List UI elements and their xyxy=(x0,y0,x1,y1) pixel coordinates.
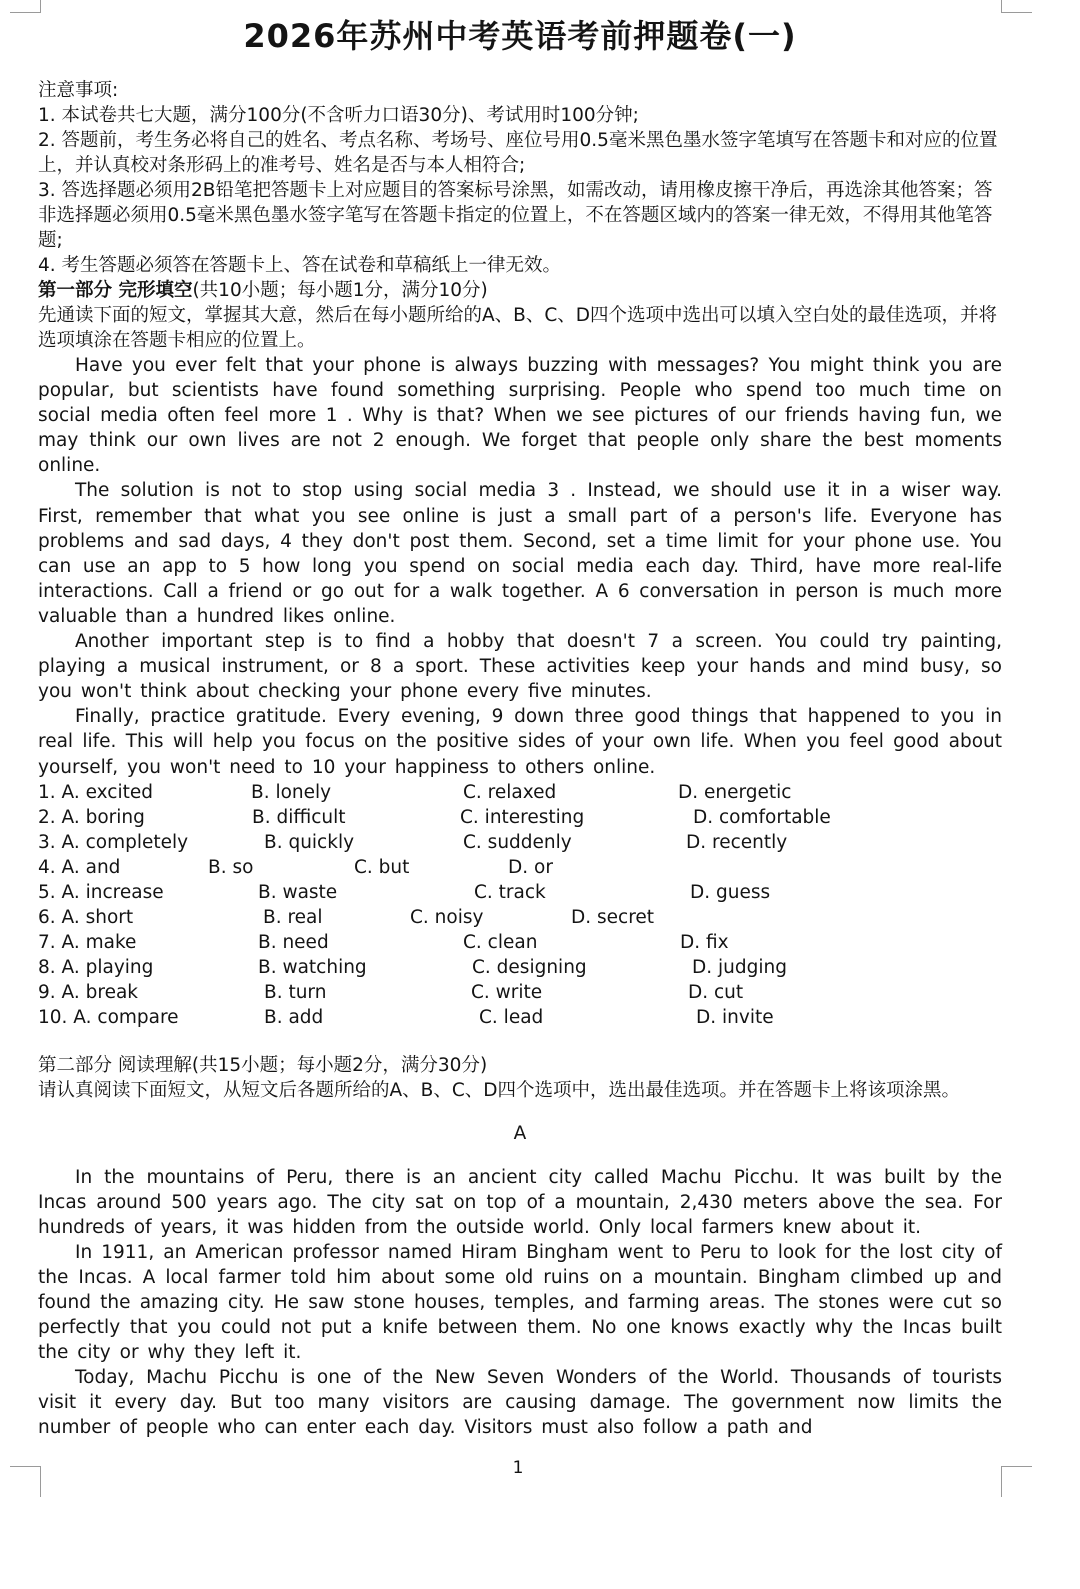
part1-instruction: 先通读下面的短文，掌握其大意，然后在每小题所给的A、B、C、D四个选项中选出可以填入空白处的最佳选项，并将选项填涂在答题卡相应的位置上。 xyxy=(38,305,998,351)
option-b: B. lonely xyxy=(251,781,332,803)
part1-heading-bold: 第一部分 完形填空 xyxy=(38,280,193,301)
option-b: B. difficult xyxy=(252,806,346,828)
option-b: B. turn xyxy=(264,982,327,1004)
option-d: D. recently xyxy=(686,831,788,853)
part2-heading: 第二部分 阅读理解(共15小题；每小题2分，满分30分) xyxy=(38,1054,488,1076)
option-d: D. fix xyxy=(680,932,729,954)
cloze-paragraph: Finally, practice gratitude. Every evening, 9 down three good things that happened to you in real life. This will help you focus on the positive sides of your own life. When you feel good about yourself, you won't need to 10 your happiness to others online. xyxy=(38,706,1002,778)
option-a: 6. A. short xyxy=(38,907,134,929)
option-b: B. real xyxy=(263,907,323,929)
option-row xyxy=(38,855,1002,880)
option-c: C. suddenly xyxy=(463,831,572,853)
option-d: D. comfortable xyxy=(693,806,831,828)
option-c: C. designing xyxy=(472,957,587,979)
option-a: 10. A. compare xyxy=(38,1007,179,1029)
option-row xyxy=(38,780,1002,805)
option-a: 3. A. completely xyxy=(38,831,189,853)
cloze-paragraph: Another important step is to find a hobby that doesn't 7 a screen. You could try painting, playing a musical instrument, or 8 a sport. These activities keep your hands and mind busy, so you won't think about checking your phone every five minutes. xyxy=(38,631,1002,703)
option-a: 4. A. and xyxy=(38,856,121,878)
option-d: D. energetic xyxy=(678,781,792,803)
page-number: 1 xyxy=(512,1458,524,1478)
option-d: D. cut xyxy=(688,982,744,1004)
option-a: 7. A. make xyxy=(38,932,137,954)
notice-heading: 注意事项: xyxy=(38,80,119,101)
option-row xyxy=(38,805,1002,830)
page-title: 2026年苏州中考英语考前押题卷(一) xyxy=(243,17,797,55)
option-a: 5. A. increase xyxy=(38,881,164,903)
option-d: D. judging xyxy=(692,957,787,979)
option-b: B. so xyxy=(208,856,254,878)
option-c: C. relaxed xyxy=(463,781,557,803)
part2-instruction: 请认真阅读下面短文，从短文后各题所给的A、B、C、D四个选项中，选出最佳选项。并在答题卡上将该项涂黑。 xyxy=(38,1079,961,1101)
crop-mark-top-right xyxy=(1001,0,1032,13)
option-c: C. interesting xyxy=(460,806,585,828)
option-row xyxy=(38,830,1002,855)
option-a: 9. A. break xyxy=(38,982,138,1004)
reading-paragraph: Today, Machu Picchu is one of the New Seven Wonders of the World. Thousands of tourists visit it every day. But too many visitors are causing damage. The government now limits the number of people who can enter each day. Visitors must also follow a path and xyxy=(38,1367,1002,1439)
option-c: C. noisy xyxy=(410,907,484,929)
option-row xyxy=(38,955,1002,980)
cloze-paragraph: The solution is not to stop using social media 3 . Instead, we should use it in a wiser way. First, remember that what you see online is just a small part of a person's life. Everyone has problems and sad days, 4 they don't post them. Second, set a time limit for your phone use. You can use an app to 5 how long you spend on social media each day. Third, have more real-life interactions. Call a friend or go out for a walk together. A 6 conversation in person is much more valuable than a hundred likes online. xyxy=(38,480,1002,627)
option-c: C. write xyxy=(471,982,543,1004)
option-row xyxy=(38,1005,1002,1030)
notice-item-1: 1. 本试卷共七大题，满分100分(不含听力口语30分)、考试用时100分钟; xyxy=(38,105,639,126)
notice-item-3: 3. 答选择题必须用2B铅笔把答题卡上对应题目的答案标号涂黑，如需改动，请用橡皮擦干净后，再选涂其他答案；答非选择题必须用0.5毫米黑色墨水签字笔写在答题卡指定的位置上，不在答题区域内的答案一律无效，不得用其他笔答题; xyxy=(38,180,993,251)
option-row xyxy=(38,980,1002,1005)
option-d: D. or xyxy=(508,856,553,878)
option-a: 8. A. playing xyxy=(38,957,154,979)
passage-label: A xyxy=(513,1123,527,1145)
option-c: C. but xyxy=(354,856,410,878)
part1-heading-rest: (共10小题；每小题1分，满分10分) xyxy=(192,280,488,301)
cloze-options xyxy=(38,780,1002,1031)
crop-mark-top-left xyxy=(10,0,41,13)
option-row xyxy=(38,880,1002,905)
option-d: D. invite xyxy=(696,1007,774,1029)
option-b: B. waste xyxy=(258,881,338,903)
option-b: B. need xyxy=(258,932,329,954)
notice-item-2: 2. 答题前，考生务必将自己的姓名、考点名称、考场号、座位号用0.5毫米黑色墨水签字笔填写在答题卡和对应的位置上，并认真校对条形码上的准考号、姓名是否与本人相符合; xyxy=(38,130,998,176)
option-a: 2. A. boring xyxy=(38,806,145,828)
notice-item-4: 4. 考生答题必须答在答题卡上、答在试卷和草稿纸上一律无效。 xyxy=(38,255,562,276)
option-c: C. track xyxy=(474,881,546,903)
option-row xyxy=(38,930,1002,955)
option-d: D. secret xyxy=(571,907,655,929)
section-gap xyxy=(38,1031,1002,1053)
option-c: C. clean xyxy=(463,932,538,954)
option-b: B. add xyxy=(264,1007,324,1029)
reading-paragraph: In the mountains of Peru, there is an ancient city called Machu Picchu. It was built by the Incas around 500 years ago. The city sat on top of a mountain, 2,430 meters above the sea. For hundreds of years, it was hidden from the outside world. Only local farmers knew about it. xyxy=(38,1166,1002,1238)
option-d: D. guess xyxy=(690,881,771,903)
option-b: B. watching xyxy=(258,957,367,979)
option-c: C. lead xyxy=(479,1007,544,1029)
part1-heading xyxy=(38,278,1002,303)
exam-page xyxy=(38,14,1002,1441)
cloze-paragraph: Have you ever felt that your phone is always buzzing with messages? You might think you are popular, but scientists have found something surprising. People who spend too much time on social media often feel more 1 . Why is that? When we see pictures of our friends having fun, we may think our own lives are not 2 enough. We forget that people only share the best moments online. xyxy=(38,355,1002,477)
option-b: B. quickly xyxy=(264,831,355,853)
option-a: 1. A. excited xyxy=(38,781,153,803)
reading-paragraph: In 1911, an American professor named Hiram Bingham went to Peru to look for the lost city of the Incas. A local farmer told him about some old ruins on a mountain. Bingham climbed up and found the amazing city. He saw stone houses, temples, and farming areas. The stones were cut so perfectly that you could not put a knife between them. No one knows exactly why the Incas built the city or why they left it. xyxy=(38,1241,1002,1364)
option-row xyxy=(38,905,1002,930)
